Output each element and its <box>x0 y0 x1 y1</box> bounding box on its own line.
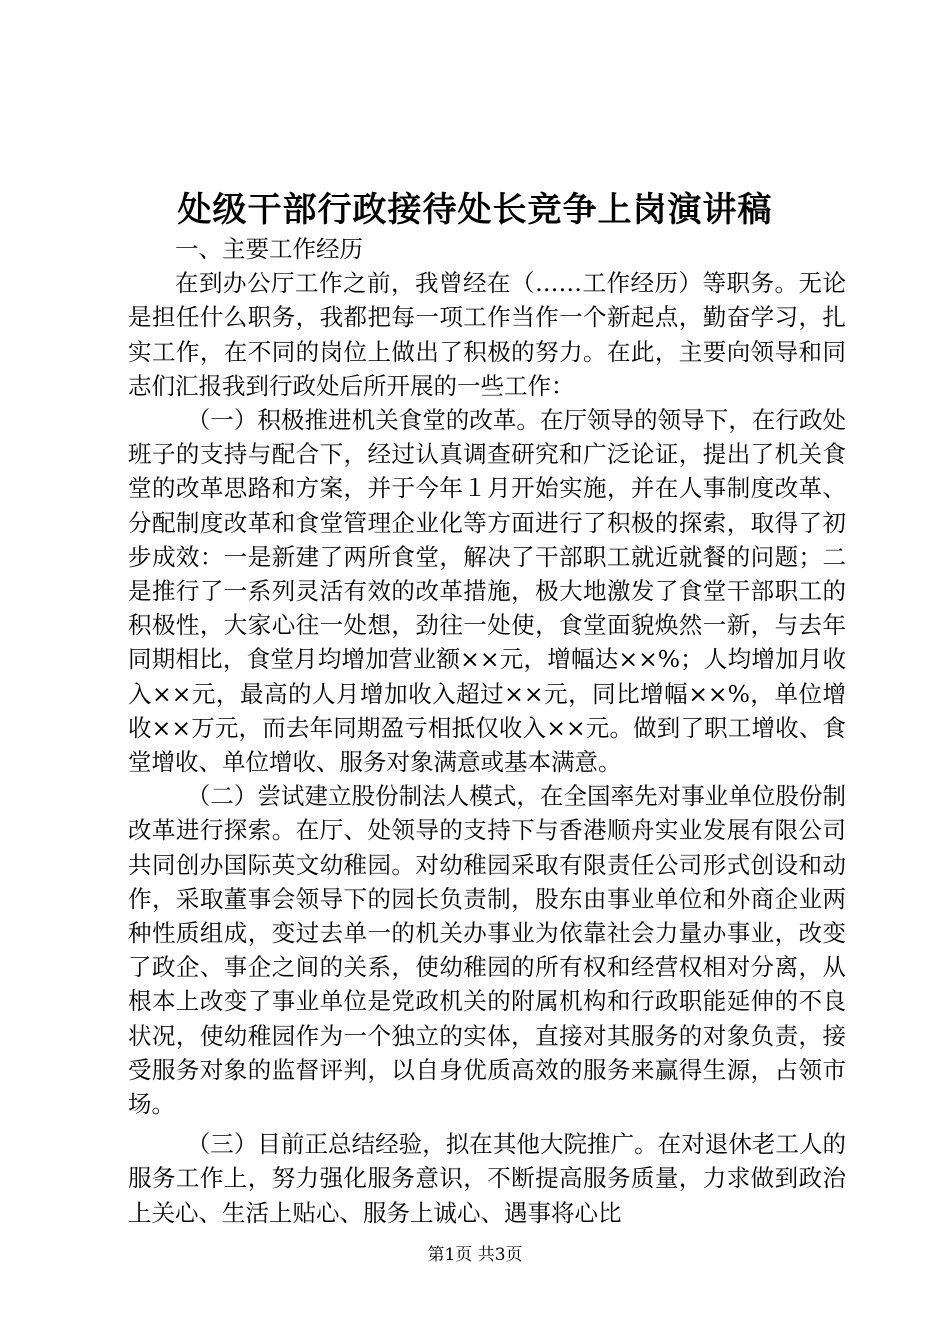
paragraph: （一）积极推进机关食堂的改革。在厅领导的领导下，在行政处班子的支持与配合下，经过认真调查研究和广泛论证，提出了机关食堂的改革思路和方案，并于今年１月开始实施，并在人事制度改革、分配制度改革和食堂管理企业化等方面进行了积极的探索，取得了初步成效：一是新建了两所食堂，解决了干部职工就近就餐的问题；二是推行了一系列灵活有效的改革措施，极大地激发了食堂干部职工的积极性，大家心往一处想，劲往一处使，食堂面貌焕然一新，与去年同期相比，食堂月均增加营业额××元，增幅达××%；人均增加月收入××元，最高的人月增加收入超过××元，同比增幅××%，单位增收××万元，而去年同期盈亏相抵仅收入××元。做到了职工增收、食堂增收、单位增收、服务对象满意或基本满意。 <box>128 406 846 777</box>
paragraph: （三）目前正总结经验，拟在其他大院推广。在对退休老工人的服务工作上，努力强化服务意识，不断提高服务质量，力求做到政治上关心、生活上贴心、服务上诚心、遇事将心比 <box>128 1130 846 1227</box>
page-footer: 第1页 共3页 <box>427 1245 523 1265</box>
paragraph: （二）尝试建立股份制法人模式，在全国率先对事业单位股份制改革进行探索。在厅、处领导的支持下与香港顺舟实业发展有限公司共同创办国际英文幼稚园。对幼稚园采取有限责任公司形式创设和动作，采取董事会领导下的园长负责制，股东由事业单位和外商企业两种性质组成，变过去单一的机关办事业为依靠社会力量办事业，改变了政企、事企之间的关系，使幼稚园的所有权和经营权相对分离，从根本上改变了事业单位是党政机关的附属机构和行政职能延伸的不良状况，使幼稚园作为一个独立的实体，直接对其服务的对象负责，接受服务对象的监督评判，以自身优质高效的服务来赢得生源，占领市场。 <box>128 782 846 1119</box>
section-heading: 一、主要工作经历 <box>175 235 363 263</box>
document-title: 处级干部行政接待处长竞争上岗演讲稿 <box>177 190 773 230</box>
document-body <box>128 232 846 1230</box>
paragraph: 在到办公厅工作之前，我曾经在（……工作经历）等职务。无论是担任什么职务，我都把每一项工作当作一个新起点，勤奋学习，扎实工作，在不同的岗位上做出了积极的努力。在此，主要向领导和同志们汇报我到行政处后所开展的一些工作： <box>128 269 846 400</box>
